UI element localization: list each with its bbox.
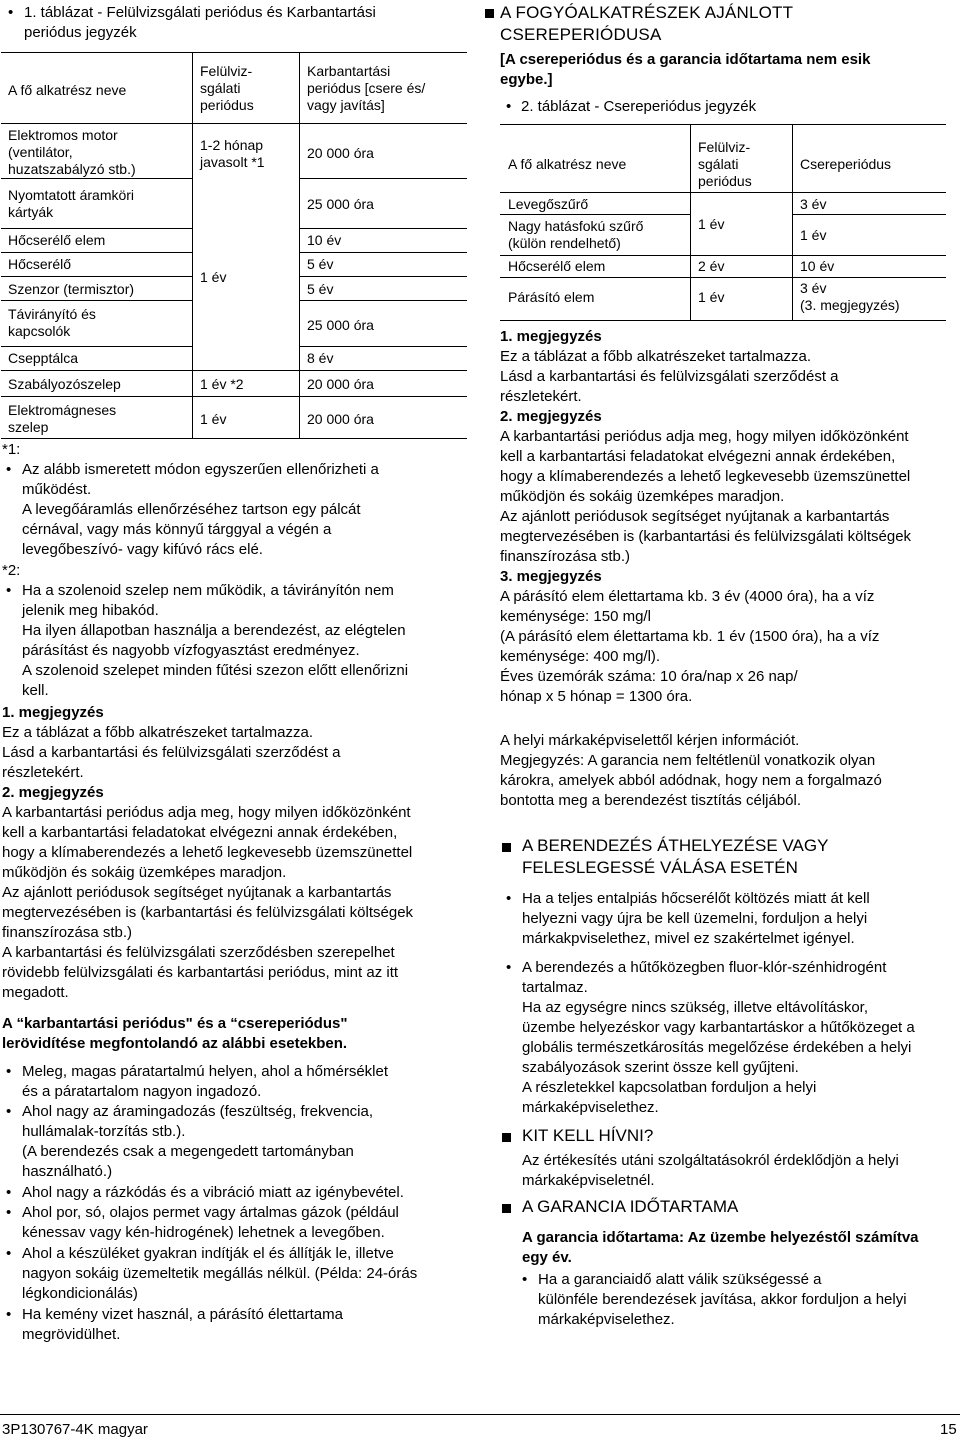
t2-repl-hef: 1 év [800,227,827,243]
row-pcb: Nyomtatott áramköri kártyák [8,187,135,220]
note2-text: Ha a szolenoid szelep nem működik, a távirányítón nem jelenik meg hibakód. Ha ilyen állapotban használja a berendezést, az elégtelen párásítást és nagyobb vízfogyasztást eredményez. A szolenoid szelepet minden fűtési szezon előtt ellenőrizni kell. [22,582,409,699]
bullet: • [506,959,512,976]
row-remote: Távirányító és kapcsolók [8,306,96,339]
note2-label: *2: [2,562,21,579]
maint-hc: 5 év [307,256,334,272]
t2-inspect-hce: 2 év [698,258,725,274]
relocation-item-2: A berendezés a hűtőközegben fluor-klór-szénhidrogént tartalmaz. Ha az egységre nincs szükség, illetve eltávolításkor, üzembe helyezéskor vagy karbantartáskor a hűtőközeget a globális természetkárosítás megelőzése érdekében a helyi szabályozások szerint össze kell gyűjteni. A részletekkel kapcsolatban forduljon a helyi márkaképviselethez. [522,959,915,1116]
maint-solenoid: 20 000 óra [307,411,374,427]
t2-row-hce: Hőcserélő elem [508,258,606,274]
contact-text: Az értékesítés utáni szolgáltatásokról érdeklődjön a helyi márkaképviseletnél. [522,1152,899,1189]
maint-pcb: 25 000 óra [307,196,374,212]
inspect-motor: 1-2 hónap javasolt *1 [200,137,265,170]
section-heading-warranty: A GARANCIA IDŐTARTAMA [522,1197,739,1216]
inspect-valve: 1 év *2 [200,376,244,392]
col-header-inspect: Felülviz- sgálati periódus [200,63,254,113]
warranty-period: A garancia időtartama: Az üzembe helyezéstől számítva egy év. [522,1229,919,1266]
footer-rule [0,1414,960,1415]
t2-col-part: A fő alkatrész neve [508,156,627,172]
consumables-note: [A csereperiódus és a garancia időtartama nem esik egybe.] [500,51,871,88]
bullet: • [522,1271,528,1288]
t2-repl-hce: 10 év [800,258,835,274]
t2-row-hum: Párásító elem [508,289,595,305]
t2-repl-hum: 3 év (3. megjegyzés) [800,280,900,313]
maint-motor: 20 000 óra [307,145,374,161]
list-item: Ahol nagy a rázkódás és a vibráció miatt az igénybevétel. [22,1184,404,1201]
maint-drip: 8 év [307,350,334,366]
row-hce: Hőcserélő elem [8,232,106,248]
t2-col-repl: Csereperiódus [800,156,892,172]
table1-title: 1. táblázat - Felülvizsgálati periódus és Karbantartási periódus jegyzék [24,4,376,41]
shorten-intro: A “karbantartási periódus" és a “csereperiódus" lerövidítése megfontolandó az alábbi esetekben. [2,1015,348,1052]
section-marker [502,1204,511,1213]
col-header-maint: Karbantartási periódus [csere és/ vagy javítás] [307,63,426,113]
warranty-item: Ha a garanciaidő alatt válik szükségessé a különféle berendezések javítása, akkor forduljon a helyi márkaképviselethez. [538,1271,907,1328]
list-item: Ahol por, só, olajos permet vagy ártalmas gázok (például kénessav vagy kén-hidrogének) lehetnek a levegőben. [22,1204,399,1241]
row-solenoid: Elektromágneses szelep [8,402,117,435]
page-number: 15 [940,1421,957,1438]
inspect-solenoid: 1 év [200,411,227,427]
bullet: • [8,4,14,21]
maint-remote: 25 000 óra [307,317,374,333]
left-remarks: 1. megjegyzés Ez a táblázat a főbb alkatrészeket tartalmazza. Lásd a karbantartási és felülvizsgálati szerződést a részletekért. 2. megjegyzés A karbantartási periódus adja meg, hogy milyen időközönként kell a karbantartási feladatokat elvégezni annak érdekében, hogy a klímaberendezés a lehető legkevesebb üzemszünettel működjön és sokáig üzemképes maradjon. Az ajánlott periódusok segítséget nyújtanak a karbantartás megtervezésében is (karbantartási és felülvizsgálati költségek finanszírozása stb.) A karbantartási és felülvizsgálati szerződésben szerepelhet rövidebb felülvizsgálati és karbantartási periódus, mint az itt megadott. [2,704,414,1001]
row-hc: Hőcserélő [8,256,72,272]
bullet: • [506,890,512,907]
footer-code: 3P130767-4K magyar [2,1421,148,1438]
right-remarks: 1. megjegyzés Ez a táblázat a főbb alkatrészeket tartalmazza. Lásd a karbantartási és felülvizsgálati szerződést a részletekért. 2. megjegyzés A karbantartási periódus adja meg, hogy milyen időközönként kell a karbantartási feladatokat elvégezni annak érdekében, hogy a klímaberendezés a lehető legkevesebb üzemszünettel működjön és sokáig üzemképes maradjon. Az ajánlott periódusok segítséget nyújtanak a karbantartás megtervezésében is (karbantartási és felülvizsgálati költségek finanszírozása stb.) 3. megjegyzés A párásító elem élettartama kb. 3 év (4000 óra), ha a víz keménysége: 150 mg/l (A párásító elem élettartama kb. 1 év (1500 óra), ha a víz keménysége: 400 mg/l). Éves üzemórák száma: 10 óra/nap x 26 nap/ hónap x 5 hónap = 1300 óra. [500,328,912,705]
row-sensor: Szenzor (termisztor) [8,281,135,297]
t2-col-inspect: Felülviz- sgálati periódus [698,139,752,189]
t2-inspect-hum: 1 év [698,289,725,305]
info-text: A helyi márkaképviselettől kérjen információt. Megjegyzés: A garancia nem feltétlenül vonatkozik olyan károkra, amelyek abból adódnak, hogy nem a forgalmazó bontotta meg a berendezést tisztítás céljából. [500,732,882,809]
t2-repl-air: 3 év [800,196,827,212]
table2-title: 2. táblázat - Csereperiódus jegyzék [521,98,757,115]
section-marker [502,843,511,852]
list-item: Ahol nagy az áramingadozás (feszültség, frekvencia, hullámalak-torzítás stb.). (A berendezés csak a megengedett tartományban használható.) [22,1103,374,1180]
maint-valve: 20 000 óra [307,376,374,392]
bullet: • [506,98,512,115]
t2-inspect-filters: 1 év [698,216,725,232]
col-header-part: A fő alkatrész neve [8,82,127,98]
row-valve: Szabályozószelep [8,376,121,392]
note1-text: Az alább ismeretett módon egyszerűen ellenőrizheti a működést. A levegőáramlás ellenőrzéséhez tartson egy pálcát cérnával, vagy más könnyű tárggyal a végén a levegőbeszívó- vagy kifúvó rács elé. [22,461,379,558]
note1-label: *1: [2,441,21,458]
relocation-item-1: Ha a teljes entalpiás hőcserélőt költözés miatt át kell helyezni vagy újra be kell üzemelni, forduljon a helyi márkakpviselethez, mivel ez szakértelmet igényel. [522,890,870,947]
row-motor: Elektromos motor (ventilátor, huzatszabályzó stb.) [8,127,136,177]
section-marker [502,1133,511,1142]
bullet: • [6,461,12,478]
maint-hce: 10 év [307,232,342,248]
inspect-mid: 1 év [200,269,227,285]
row-drip: Csepptálca [8,350,79,366]
t2-row-air: Levegőszűrő [508,196,589,212]
section-heading-contact: KIT KELL HÍVNI? [522,1126,654,1145]
section-marker [485,9,494,18]
t2-row-hef: Nagy hatásfokú szűrő (külön rendelhető) [508,218,644,251]
section-heading-consumables: A FOGYÓALKATRÉSZEK AJÁNLOTT CSEREPERIÓDUSA [500,3,794,44]
bullet: • [6,582,12,599]
list-item: Ha kemény vizet használ, a párásító élettartama megrövidülhet. [22,1306,343,1343]
section-heading-relocation: A BERENDEZÉS ÁTHELYEZÉSE VAGY FELESLEGESSÉ VÁLÁSA ESETÉN [522,836,829,877]
maint-sensor: 5 év [307,281,334,297]
list-item: Meleg, magas páratartalmú helyen, ahol a hőmérséklet és a páratartalom nagyon ingadozó. [22,1063,389,1100]
list-item: Ahol a készüléket gyakran indítják el és állítják le, illetve nagyon sokáig üzemeltetik megállás nélkül. (Példa: 24-órás légkondicionálás) [22,1245,418,1302]
